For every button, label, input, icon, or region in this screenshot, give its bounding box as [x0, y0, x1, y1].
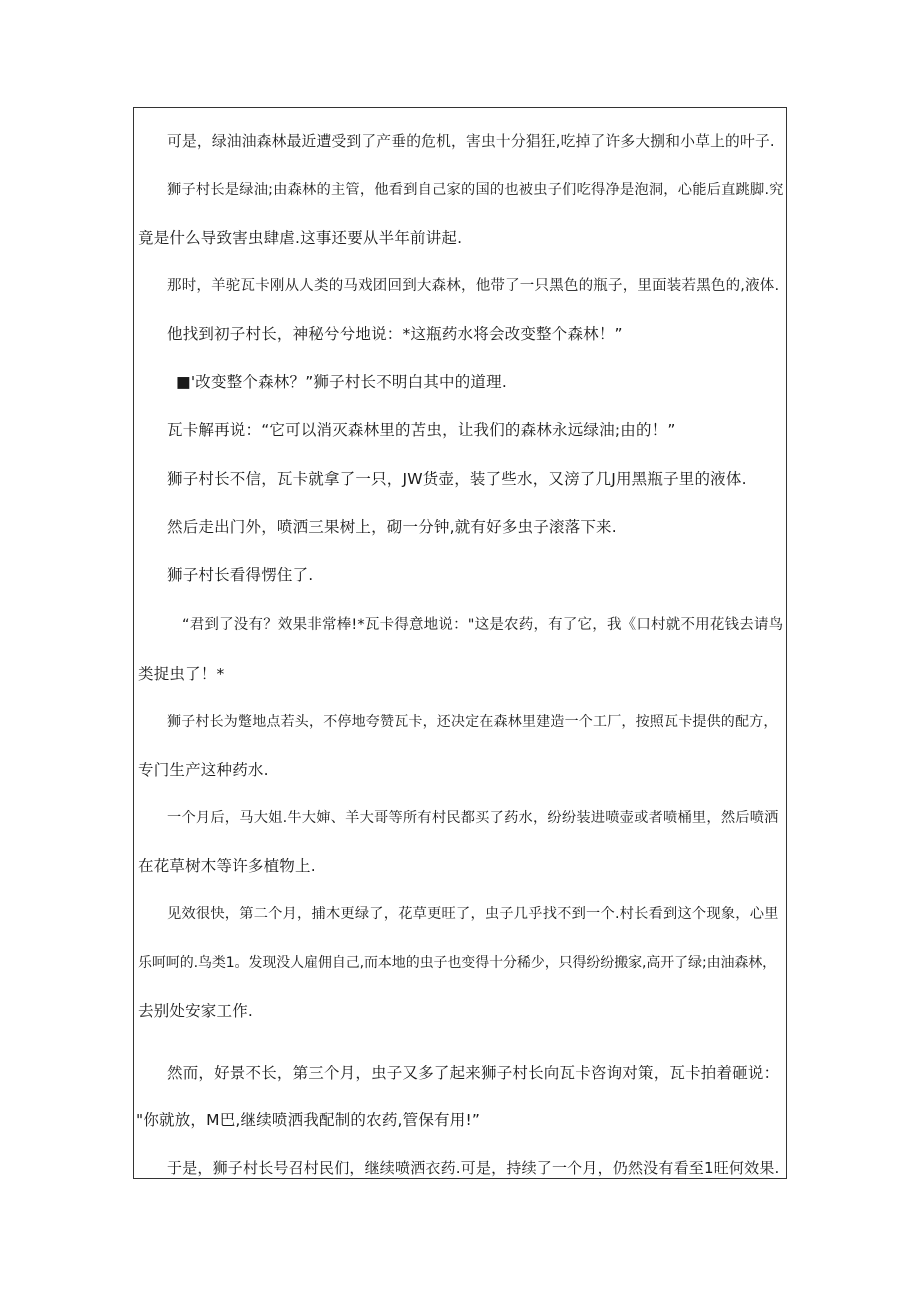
text-line-3: 竟是什么导致害虫肆虐.这事还要从半年前讲起. [138, 229, 463, 247]
text-line-6: ■'改变整个森林？”狮子村长不明白其中的道理. [176, 373, 507, 391]
text-line-21: "你就放，M巴,继续喷洒我配制的农药,管保有用!” [136, 1111, 481, 1129]
text-line-16: 在花草树木等许多植物上. [138, 857, 316, 875]
text-line-5: 他找到初子村长，神秘兮兮地说：*这瓶药水将会改变整个森林！” [167, 325, 623, 343]
text-line-2: 狮子村长是绿油;由森林的主管，他看到自己家的国的也被虫子们吃得净是泡洞，心能后直跳脚.究 [167, 182, 784, 198]
text-line-1: 可是，绿油油森林最近遭受到了产垂的危机，害虫十分猖狂,吃掉了许多大捌和小草上的叶子. [167, 133, 775, 150]
text-line-17: 见效很快，第二个月，捕木更绿了，花草更旺了，虫子几乎找不到一个.村长看到这个现象，心里 [167, 906, 779, 922]
document-page-frame [133, 107, 787, 1179]
text-line-13: 狮子村长为蹩地点若头，不停地夸赞瓦卡，还决定在森林里建造一个工厂，按照瓦卡提供的配方， [167, 714, 778, 730]
text-line-15: 一个月后，马大姐.牛大婶、羊大哥等所有村民都买了药水，纷纷装进喷壶或者喷桶里，然后喷洒 [167, 810, 779, 826]
text-line-8: 狮子村长不信，瓦卡就拿了一只，JW货壶，装了些水，又滂了几J用黑瓶子里的液体. [167, 470, 747, 488]
text-line-4: 那时，羊驼瓦卡刚从人类的马戏团回到大森林，他带了一只黑色的瓶子，里面装若黑色的,液体. [167, 278, 780, 294]
text-line-14: 专门生产这种药水. [138, 761, 269, 779]
text-line-12: 类捉虫了！* [138, 665, 225, 683]
text-line-11: “君到了没有？效果非常棒!*瓦卡得意地说："这是农药，有了它，我《口村就不用花钱去请鸟 [182, 617, 784, 633]
text-line-20: 然而，好景不长，第三个月，虫子又多了起来狮子村长向瓦卡咨询对策，瓦卡拍着砸说： [167, 1064, 780, 1082]
text-line-18: 乐呵呵的.鸟类1。发现没人雇佣自己,而本地的虫子也变得十分稀少，只得纷纷搬家,高开了绿;由油森林， [138, 955, 777, 971]
text-line-9: 然后走出门外，喷洒三果树上，砌一分钟,就有好多虫子滚落下来. [167, 518, 617, 536]
text-line-7: 瓦卡解再说：“它可以消灭森林里的苫虫，让我们的森林永远绿油;由的！” [167, 421, 676, 439]
text-line-19: 去别处安家工作. [138, 1002, 254, 1020]
text-line-22: 于是，狮子村长号召村民们，继续喷洒衣药.可是，持续了一个月，仍然没有看至1旺何效果. [167, 1159, 780, 1177]
text-line-10: 狮子村长看得愣住了. [167, 566, 314, 584]
